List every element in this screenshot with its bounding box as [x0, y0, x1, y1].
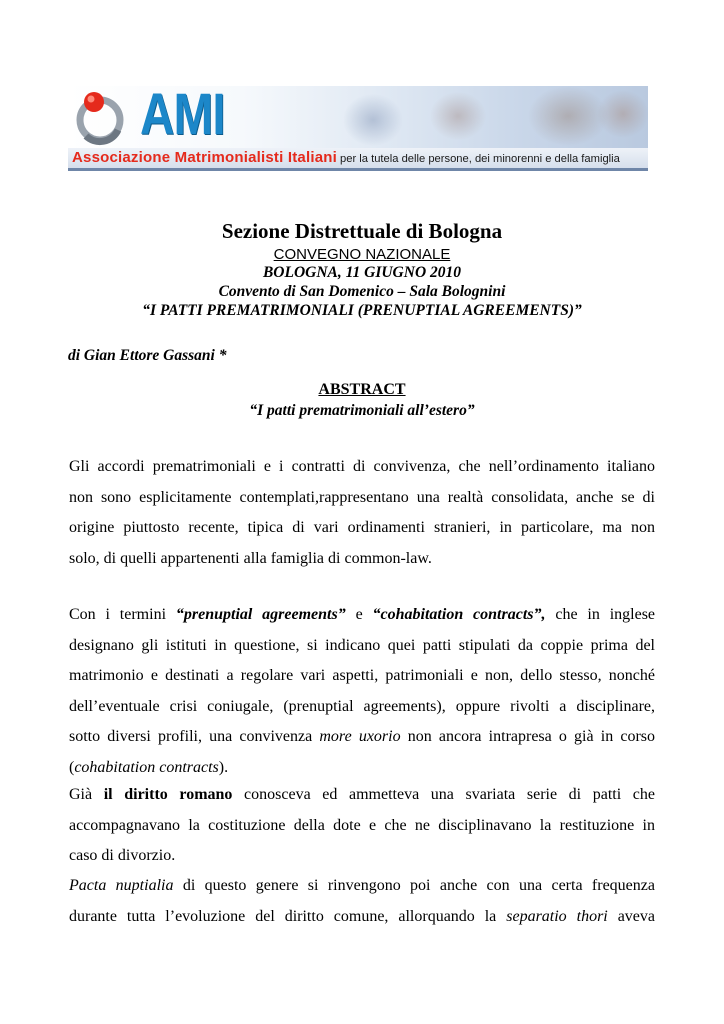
text-run: sotto diversi profili, una convivenza [69, 728, 320, 746]
text-run: ( [69, 758, 75, 776]
paragraph-roman-law [69, 780, 655, 872]
text-line: origine piuttosto recente, tipica di vari ordinamenti stranieri, in particolare, ma non [69, 519, 655, 537]
term-more-uxorio: more uxorio [319, 728, 401, 746]
text-line: Gli accordi prematrimoniali e i contratti di convivenza, che nell’ordinamento italiano [69, 458, 655, 475]
paragraph-pacta-nuptialia [69, 871, 655, 932]
association-banner [68, 86, 648, 171]
text-line: accompagnavano la costituzione della dote e che ne disciplinavano la restituzione in [69, 816, 655, 834]
text-run: aveva [607, 907, 656, 925]
text-line [69, 780, 655, 811]
text-line [69, 753, 655, 784]
association-name: Associazione Matrimonialisti Italiani [72, 149, 337, 166]
text-line: matrimonio e destinati a regolare vari aspetti, patrimoniali e non, dello stesso, nonché [69, 667, 655, 685]
text-line [69, 600, 655, 631]
text-line [69, 902, 655, 933]
term-cohabitation-contracts: cohabitation contracts [74, 758, 219, 776]
paragraph-terms [69, 600, 655, 784]
text-line: caso di divorzio. [69, 847, 176, 865]
term-prenuptial: “prenuptial agreements” [175, 606, 346, 623]
section-title: Sezione Distrettuale di Bologna [221, 219, 503, 243]
text-line: dell’eventuale crisi coniugale, (prenuptial agreements), oppure rivolti a disciplinare, [69, 697, 655, 715]
term-cohabitation: “cohabitation contracts”, [372, 606, 546, 623]
text-run: e [345, 606, 373, 623]
text-run: Già [69, 786, 104, 803]
text-line: designano gli istituti in questione, si indicano quei patti stipulati da coppie prima del [69, 636, 655, 654]
ami-logo-text: AMI [140, 86, 225, 147]
text-line: solo, di quelli appartenenti alla famiglia di common-law. [69, 549, 432, 567]
event-date: BOLOGNA, 11 GIUGNO 2010 [262, 264, 462, 281]
text-run: durante tutta l’evoluzione del diritto comune, allorquando la [69, 907, 507, 925]
association-tagline: per la tutela delle persone, dei minorenni e della famiglia [340, 153, 620, 165]
event-topic: “I PATTI PREMATRIMONIALI (PRENUPTIAL AGREEMENTS)” [142, 302, 582, 319]
text-line [69, 722, 655, 753]
event-venue: Convento di San Domenico – Sala Bolognini [218, 283, 506, 300]
ami-logo-icon [72, 88, 132, 146]
abstract-subtitle: “I patti prematrimoniali all’estero” [249, 402, 475, 419]
paragraph-intro [69, 452, 655, 574]
family-photo-image [318, 86, 648, 148]
abstract-title: ABSTRACT [318, 381, 406, 398]
convegno-title: CONVEGNO NAZIONALE [273, 246, 451, 263]
text-line: non sono esplicitamente contemplati,rappresentano una realtà consolidata, anche se di [69, 488, 655, 506]
text-line [69, 871, 655, 902]
text-run: che in inglese [545, 606, 656, 623]
banner-name-bar [68, 148, 648, 168]
text-run: non ancora intrapresa o già in corso [400, 728, 656, 746]
term-separatio-thori: separatio thori [506, 907, 608, 925]
term-diritto-romano: il diritto romano [103, 786, 233, 803]
text-run: Con i termini [69, 606, 176, 623]
term-pacta-nuptialia: Pacta nuptialia [69, 877, 174, 894]
text-run: di questo genere si rinvengono poi anche con una certa frequenza [173, 877, 655, 894]
text-run: ). [218, 758, 229, 776]
text-run: conosceva ed ammetteva una svariata serie di patti che [232, 786, 655, 803]
author-line: di Gian Ettore Gassani * [68, 347, 227, 364]
